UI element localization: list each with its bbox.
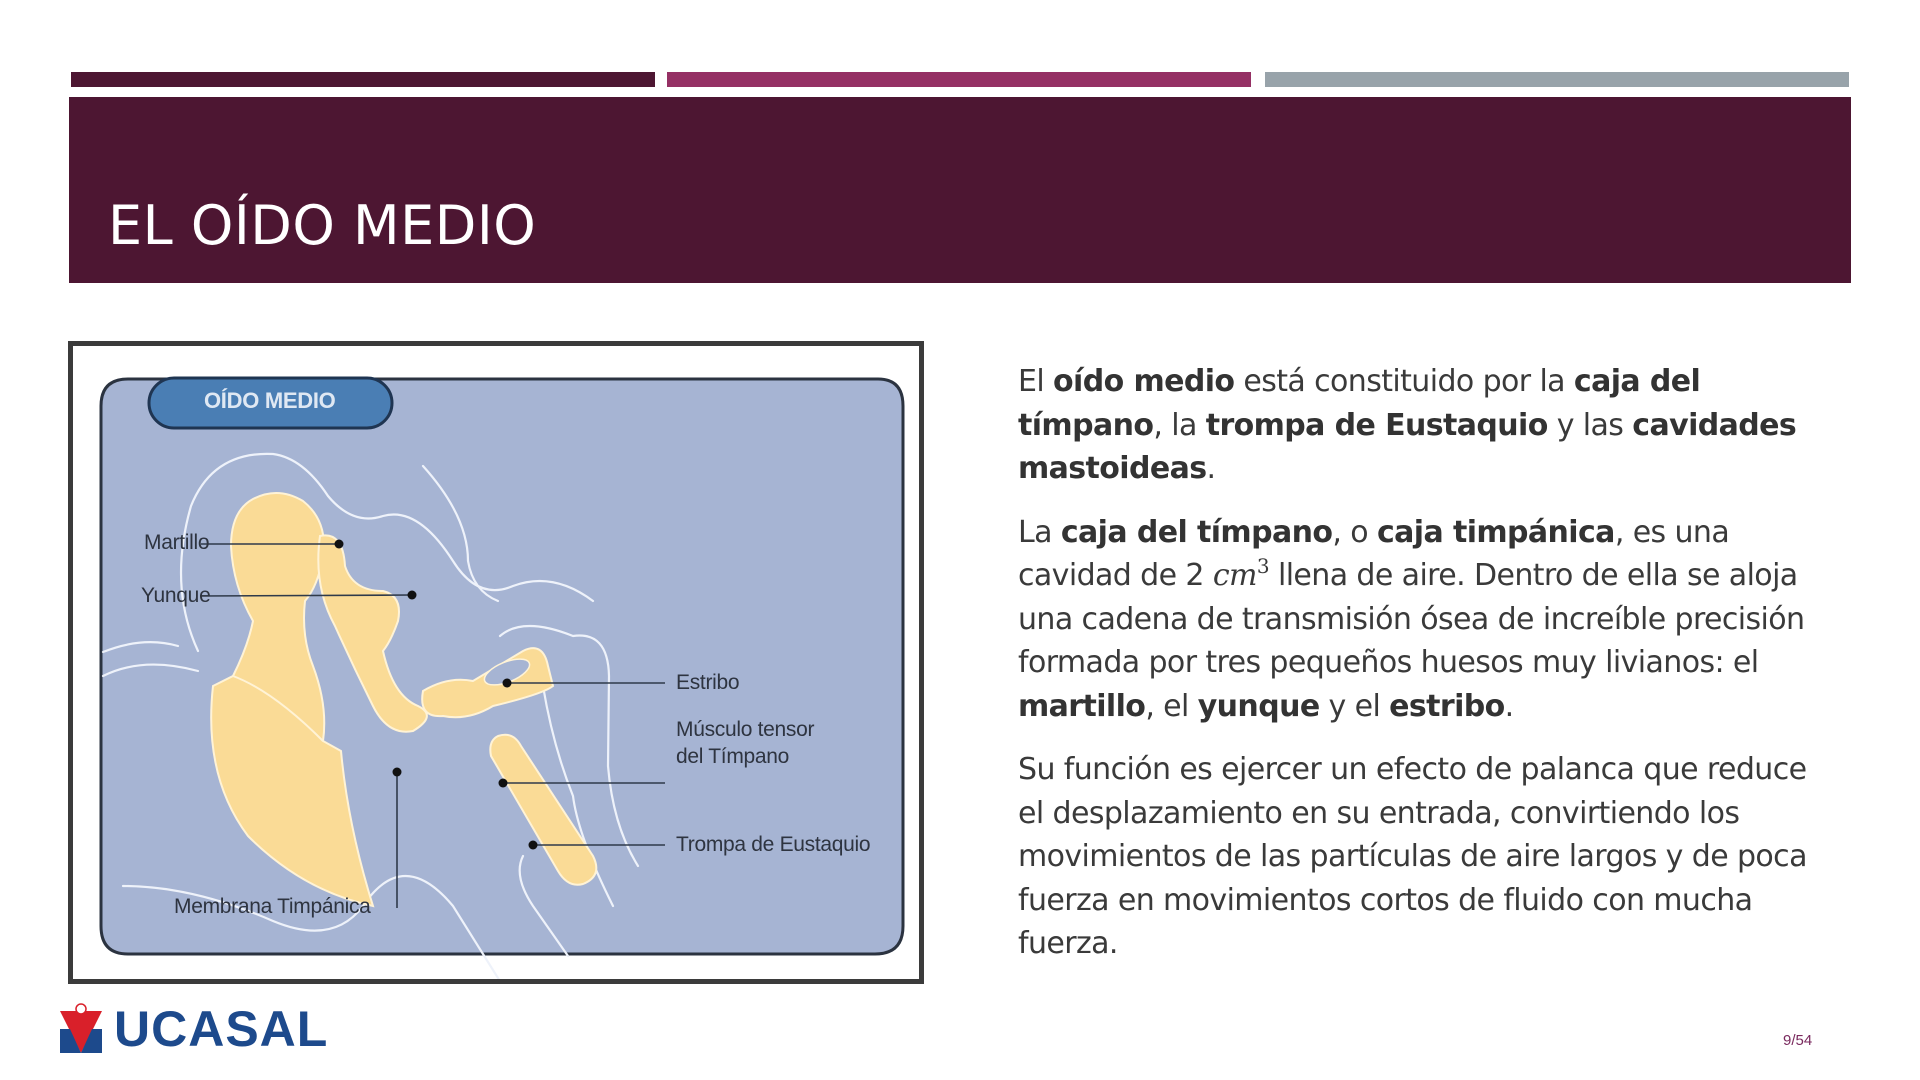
accent-bar-gray (1265, 72, 1849, 87)
label-musculo-tensor-2: del Tímpano (676, 745, 790, 768)
label-musculo-tensor-1: Músculo tensor (676, 718, 815, 741)
label-martillo: Martillo (144, 531, 210, 554)
title-band (69, 97, 1851, 283)
label-yunque: Yunque (141, 584, 211, 607)
page-number: 9/54 (1783, 1032, 1813, 1049)
middle-ear-figure (68, 341, 924, 984)
paragraph-1: El oído medio está constituido por la caja del tímpano, la trompa de Eustaquio y las cavidades mastoideas. (1018, 364, 1797, 486)
body-text (1018, 360, 1828, 986)
label-membrana-timpanica: Membrana Timpánica (174, 895, 371, 918)
paragraph-2: La caja del tímpano, o caja timpánica, es una cavidad de 2 $cm^3$ llena de aire. Dentro de ella se aloja una cadena de transmisión ósea de increíble precisión formada por tres pequeños huesos muy livianos: el martillo, el yunque y el estribo. (1018, 514, 1805, 724)
label-trompa-eustaquio: Trompa de Eustaquio (676, 833, 871, 856)
accent-bar-dark (71, 72, 655, 87)
label-estribo: Estribo (676, 671, 740, 694)
ucasal-shield-icon (58, 1003, 104, 1055)
math-cm3: $cm^3$ (1212, 554, 1270, 593)
slide-title: EL OÍDO MEDIO (108, 194, 537, 257)
logo-wordmark: UCASAL (114, 1001, 329, 1057)
middle-ear-diagram (73, 346, 919, 979)
paragraph-3: Su función es ejercer un efecto de palanca que reduce el desplazamiento en su entrada, convirtiendo los movimientos de las partículas de aire largos y de poca fuerza en movimientos cortos de fluido con mucha fuerza. (1018, 752, 1807, 961)
accent-bar-magenta (667, 72, 1251, 87)
ucasal-logo (58, 1003, 328, 1055)
diagram-heading: OÍDO MEDIO (204, 388, 336, 413)
